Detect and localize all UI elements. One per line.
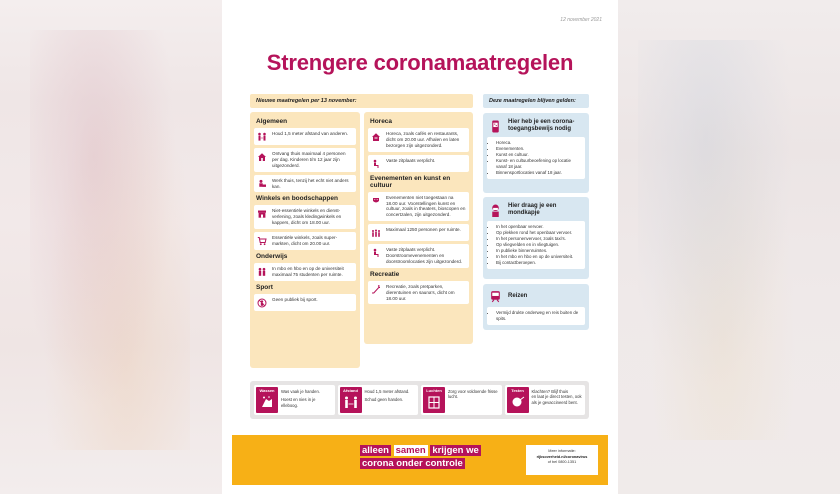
list-item: Werk thuis, tenzij het echt niet anders kan. (254, 175, 356, 193)
background-left (0, 0, 222, 494)
section-horeca-title: Horeca (370, 118, 393, 125)
list-item: Evenementen niet toegestaan na 18.00 uur. Voorstellingen kunst en cultuur, zoals in theaters, bioscopen en concertzalen, zijn uitgezonderd. (368, 192, 469, 222)
seat-icon (371, 248, 381, 258)
list-item: Niet-essentiële winkels en dienst-verlening, zoals kledingwinkels en kappers, dicht om 18.00 uur. (254, 205, 356, 229)
window-icon (427, 395, 441, 411)
no-audience-icon (257, 298, 267, 308)
list-item: Horeca, zoals cafés en restaurants, dicht om 20.00 uur. Afhalen en laten bezorgen zijn uitgezonderd. (368, 128, 469, 152)
shop-icon (257, 209, 267, 219)
train-icon (489, 290, 502, 303)
list-item: Vaste zitplaats verplicht. Doorstroomevenementen en doorstroomlocaties zijn uitgezonderd. (368, 244, 469, 268)
hygiene-wassen: Wassen Was vaak je handen. Hoest en nies in je elleboog. (254, 385, 335, 415)
hygiene-testen: Testen Klachten? Blijf thuis en laat je direct testen, ook als je gevaccineerd bent. (505, 385, 586, 415)
footer-banner (232, 435, 608, 485)
panel-toegangsbewijs: Hier heb je een corona-toegangsbewijs nodig • Horeca. • Evenementen. • Kunst en cultuur. • Kunst- en cultuurbeoefening op locatie vanaf 18 jaar. • Binnensportlocaties vanaf 18 jaar. (483, 113, 589, 193)
section-onderwijs-title: Onderwijs (256, 252, 288, 260)
section-sport-title: Sport (256, 283, 273, 291)
list-item: Recreatie, zoals pretparken, dierentuinen en sauna's, dicht om 18.00 uur. (368, 281, 469, 305)
reizen-list: • Vermijd drukte onderweg en reis buiten de spits. (487, 307, 585, 325)
poster (222, 0, 618, 494)
section-winkels-title: Winkels en boodschappen (256, 195, 338, 203)
slogan: alleen samen krijgen we corona onder controle (362, 445, 479, 470)
hygiene-luchten: Luchten Zorg voor voldoende frisse lucht. (421, 385, 502, 415)
seat-icon (371, 159, 381, 169)
info-link[interactable]: rijksoverheid.nl/coronavirus (536, 454, 588, 459)
new-measures-header: Nieuwe maatregelen per 13 november: (250, 94, 473, 108)
page-title: Strengere coronamaatregelen (266, 50, 574, 75)
qr-phone-icon (489, 120, 502, 133)
cart-icon (257, 236, 267, 246)
section-evenementen-title: Evenementen en kunst en cultuur (370, 174, 451, 189)
crowd-icon (371, 228, 381, 238)
column-middle (364, 112, 473, 344)
list-item: Essentiële winkels, zoals super-markten, dicht om 20.00 uur. (254, 232, 356, 250)
list-item: Geen publiek bij sport. (254, 294, 356, 311)
column-left (250, 112, 360, 368)
info-box: Meer informatie: rijksoverheid.nl/coronavirus of bel 0800-1351 (526, 445, 598, 475)
hygiene-rules (250, 381, 589, 419)
people-distance-icon (257, 132, 267, 142)
panel-mondkapje: Hier draag je een mondkapje • In het openbaar vervoer. • Op plekken rond het openbaar vervoer. • In het personenvervoer, zoals taxi's. • Op vliegvelden en in vliegtuigen. • In publieke binnenruimtes. • In het mbo en hbo en op de universiteit. • Bij contactberoepen. (483, 197, 589, 279)
list-item: Houd 1,5 meter afstand van anderen. (254, 128, 356, 145)
list-item: Vaste zitplaats verplicht. (368, 155, 469, 172)
date: 12 november 2021 (560, 17, 602, 23)
test-icon (511, 395, 525, 411)
house-icon (257, 152, 267, 162)
panel-reizen: Reizen • Vermijd drukte onderweg en reis buiten de spits. (483, 284, 589, 330)
slide-icon (371, 285, 381, 295)
distance-icon (343, 395, 359, 411)
section-algemeen-title: Algemeen (256, 118, 288, 125)
list-item: Ontvang thuis maximaal 4 personen per dag. Kinderen t/m 12 jaar zijn uitgezonderd. (254, 148, 356, 172)
theater-icon (371, 196, 381, 206)
work-home-icon (257, 179, 267, 189)
students-icon (257, 267, 267, 277)
background-right (618, 0, 840, 494)
remaining-measures-header: Deze maatregelen blijven gelden: (483, 94, 589, 108)
section-recreatie-title: Recreatie (370, 270, 400, 278)
mask-icon (489, 204, 502, 217)
toegangsbewijs-list: • Horeca. • Evenementen. • Kunst en cultuur. • Kunst- en cultuurbeoefening op locatie vanaf 18 jaar. • Binnensportlocaties vanaf 18 jaar. (487, 137, 585, 179)
hygiene-afstand: Afstand Houd 1,5 meter afstand. Schud geen handen. (338, 385, 419, 415)
list-item: Maximaal 1250 personen per ruimte. (368, 224, 469, 241)
list-item: In mbo en hbo en op de universiteit maximaal 75 studenten per ruimte. (254, 263, 356, 281)
mondkapje-list: • In het openbaar vervoer. • Op plekken rond het openbaar vervoer. • In het personenvervoer, zoals taxi's. • Op vliegvelden en in vliegtuigen. • In publieke binnenruimtes. • In het mbo en hbo en op de universiteit. • Bij contactberoepen. (487, 221, 585, 269)
restaurant-icon (371, 132, 381, 142)
hand-wash-icon (260, 395, 274, 411)
